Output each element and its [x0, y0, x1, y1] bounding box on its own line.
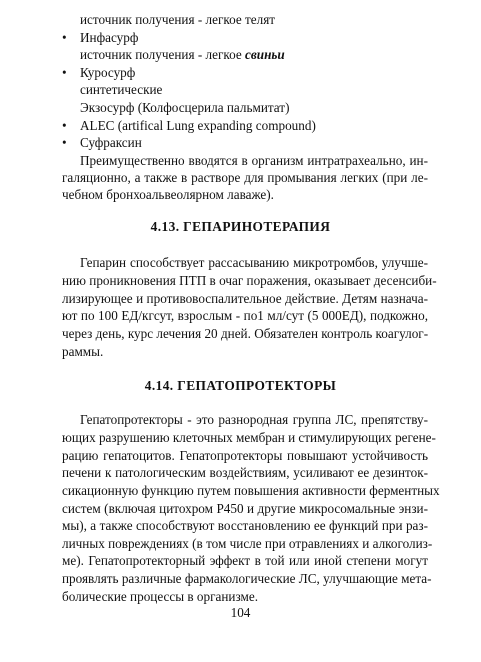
- list-item-infasurf: Инфасурф: [80, 30, 139, 45]
- paragraph-line: лизирующее и противовоспалительное действие. Детям назнача-: [62, 291, 428, 306]
- bullet-icon: •: [62, 65, 67, 80]
- list-item-curosurf: Куросурф: [80, 65, 136, 80]
- paragraph-line: раммы.: [62, 344, 104, 359]
- paragraph-line: печени к патологическим воздействиям, усиливают ее дезинток-: [62, 465, 428, 480]
- list-line-source-calves: источник получения - легкое телят: [80, 12, 276, 27]
- page-number: 104: [230, 605, 251, 620]
- paragraph-line: чебном бронхоальвеолярном лаваже).: [62, 187, 274, 202]
- list-line-source-pigs: источник получения - легкое свиньи: [80, 47, 285, 62]
- section-title-heparin: 4.13. ГЕПАРИНОТЕРАПИЯ: [150, 219, 331, 234]
- list-line-synthetic: синтетические: [80, 82, 163, 97]
- paragraph-line: Гепарин способствует рассасыванию микротромбов, улучше-: [80, 255, 428, 270]
- paragraph-line: ющих разрушению клеточных мембран и стимулирующих регене-: [62, 430, 436, 445]
- paragraph-line: болические процессы в организме.: [62, 589, 259, 604]
- section-title-hepatoprotectors: 4.14. ГЕПАТОПРОТЕКТОРЫ: [144, 378, 337, 393]
- paragraph-line: Гепатопротекторы - это разнородная группа ЛС, препятству-: [80, 412, 428, 427]
- bullet-icon: •: [62, 30, 67, 45]
- paragraph-line: галяционно, а также в растворе для промывания легких (при ле-: [62, 170, 428, 185]
- paragraph-line: Преимущественно вводятся в организм интратрахеально, ин-: [80, 153, 428, 168]
- paragraph-line: проявлять различные фармакологические ЛС, улучшающие мета-: [62, 571, 432, 586]
- bullet-icon: •: [62, 135, 67, 150]
- paragraph-line: личных повреждениях (в том числе при отравлениях и алкоголиз-: [62, 536, 433, 551]
- list-line-exosurf: Экзосурф (Колфосцерила пальмитат): [80, 100, 290, 115]
- list-item-sufraxin: Суфраксин: [80, 135, 142, 150]
- paragraph-line: ме). Гепатопротекторный эффект в той или иной степени могут: [62, 553, 428, 568]
- paragraph-line: через день, курс лечения 20 дней. Обязателен контроль коагулог-: [62, 326, 429, 341]
- paragraph-line: нию проникновения ПТП в очаг поражения, оказывает десенсиби-: [62, 273, 437, 288]
- paragraph-line: рацию гепатоцитов. Гепатопротекторы повышают устойчивость: [62, 448, 428, 463]
- paragraph-line: мы), а также способствуют восстановлению ее функций при раз-: [62, 518, 428, 533]
- list-item-alec: ALEC (artifical Lung expanding compound): [80, 118, 316, 133]
- paragraph-line: ют по 100 ЕД/кгсут, взрослым - по1 мл/сут (5 000ЕД), подкожно,: [62, 308, 428, 323]
- emphasis-pigs: свиньи: [245, 47, 285, 62]
- paragraph-line: сикационную функцию путем повышения активности ферментных: [62, 483, 440, 498]
- paragraph-line: систем (включая цитохром Р450 и другие микросомальные энзи-: [62, 501, 428, 516]
- bullet-icon: •: [62, 118, 67, 133]
